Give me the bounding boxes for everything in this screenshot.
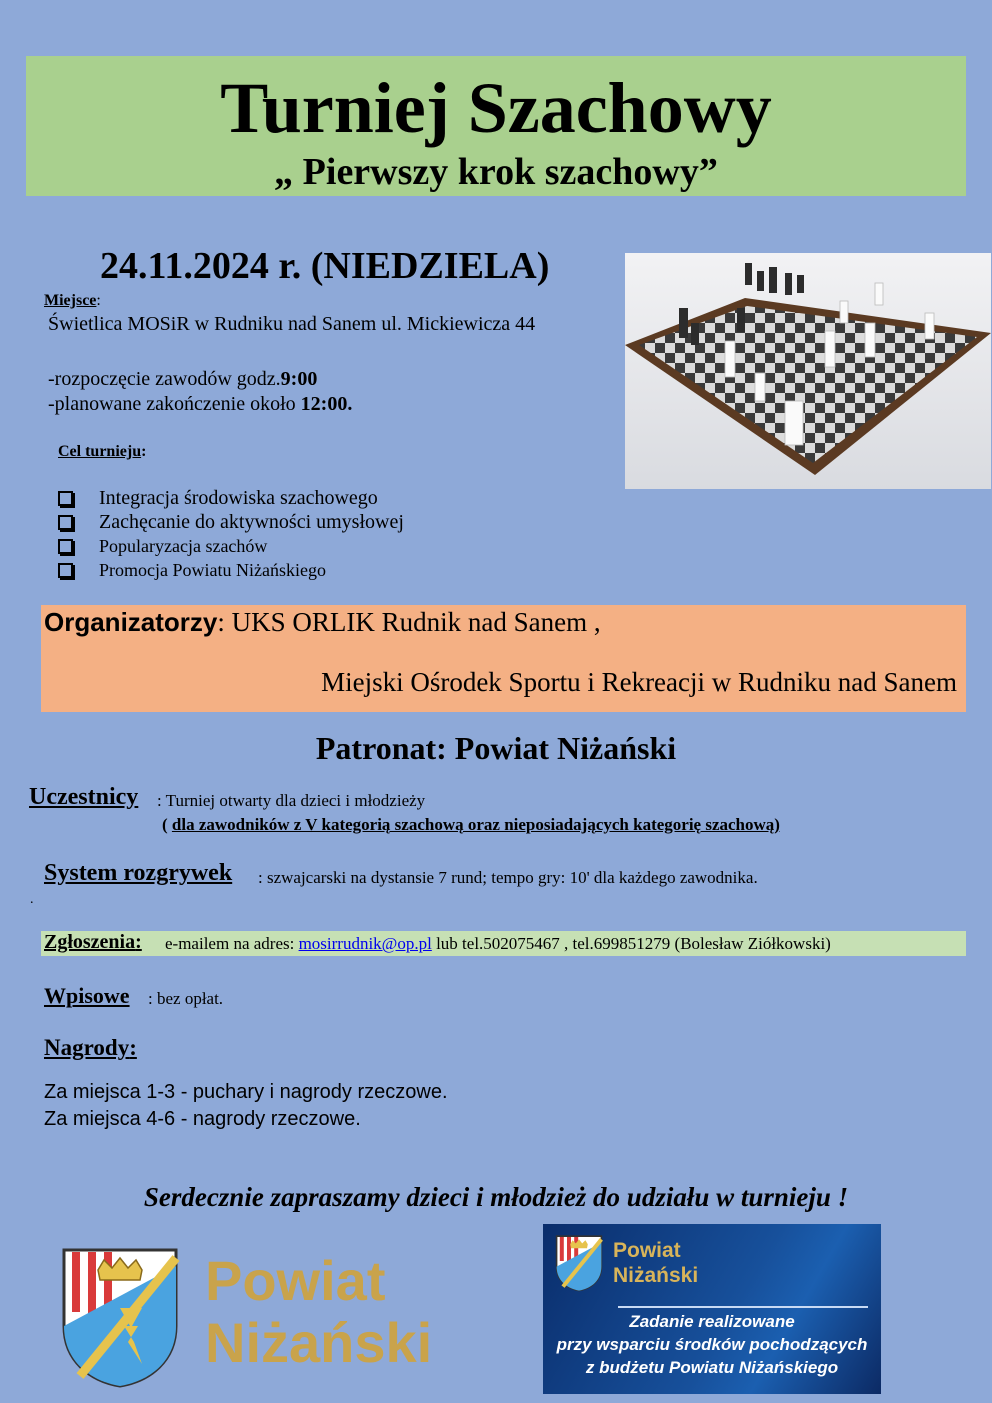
event-date: 24.11.2024 r. (NIEDZIELA) xyxy=(100,245,550,287)
list-item: Integracja środowiska szachowego xyxy=(58,486,404,510)
powiat-logo-text: Powiat Niżański xyxy=(205,1249,433,1374)
goals-list xyxy=(58,486,404,582)
list-item: Popularyzacja szachów xyxy=(58,534,404,558)
patronage-heading: Patronat: Powiat Niżański xyxy=(315,730,677,766)
list-item: Promocja Powiatu Niżańskiego xyxy=(58,558,404,582)
title-banner xyxy=(26,56,966,196)
organizers-line2: Miejski Ośrodek Sportu i Rekreacji w Rudniku nad Sanem xyxy=(321,667,957,697)
participants-label: Uczestnicy xyxy=(29,784,139,810)
organizers-line1: Organizatorzy: UKS ORLIK Rudnik nad Sanem , xyxy=(44,607,601,637)
organizers-box xyxy=(41,605,966,712)
place-text: Świetlica MOSiR w Rudniku nad Sanem ul. Mickiewicza 44 xyxy=(48,313,536,335)
checkbox-icon xyxy=(58,539,73,554)
checkbox-icon xyxy=(58,491,73,506)
checkbox-icon xyxy=(58,515,73,530)
participants-text: : Turniej otwarty dla dzieci i młodzieży xyxy=(157,791,426,810)
end-time: -planowane zakończenie około 12:00. xyxy=(48,393,353,415)
banner-text: Zadanie realizowane przy wsparciu środków pochodzących z budżetu Powiatu Niżańskiego xyxy=(556,1312,868,1377)
coat-of-arms-icon xyxy=(60,1246,180,1388)
invitation-text: Serdecznie zapraszamy dzieci i młodzież do udziału w turnieju ! xyxy=(143,1182,849,1212)
chess-board-photo xyxy=(625,253,991,489)
place-label: Miejsce: xyxy=(44,292,101,309)
system-text: : szwajcarski na dystansie 7 rund; tempo gry: 10' dla każdego zawodnika. xyxy=(258,868,758,887)
page-subtitle: „ Pierwszy krok szachowy” xyxy=(274,151,718,193)
registration-box xyxy=(41,931,966,956)
registration-text: e-mailem na adres: mosirrudnik@op.pl lub tel.502075467 , tel.699851279 (Bolesław Ziółkowski) xyxy=(165,934,831,953)
prize-line-2: Za miejsca 4-6 - nagrody rzeczowe. xyxy=(44,1108,361,1130)
email-link[interactable]: mosirrudnik@op.pl xyxy=(298,934,432,953)
stray-dot: . xyxy=(30,892,34,907)
sponsor-banner xyxy=(543,1224,881,1394)
checkbox-icon xyxy=(58,563,73,578)
powiat-logo xyxy=(60,1246,433,1391)
start-time: -rozpoczęcie zawodów godz.9:00 xyxy=(48,368,318,390)
system-label: System rozgrywek xyxy=(44,860,233,886)
prize-line-1: Za miejsca 1-3 - puchary i nagrody rzeczowe. xyxy=(44,1081,448,1103)
fee-text: : bez opłat. xyxy=(148,989,224,1008)
coat-of-arms-icon xyxy=(555,1234,603,1292)
goals-label: Cel turnieju: xyxy=(58,443,147,460)
banner-brand: Powiat Niżański xyxy=(613,1239,699,1287)
prizes-label: Nagrody: xyxy=(44,1035,137,1060)
page-title: Turniej Szachowy xyxy=(220,68,772,148)
fee-label: Wpisowe xyxy=(44,983,130,1008)
participants-note: ( dla zawodników z V kategorią szachową oraz nieposiadających kategorię szachową) xyxy=(162,815,780,834)
list-item: Zachęcanie do aktywności umysłowej xyxy=(58,510,404,534)
divider xyxy=(618,1306,868,1308)
registration-label: Zgłoszenia: xyxy=(44,931,142,953)
